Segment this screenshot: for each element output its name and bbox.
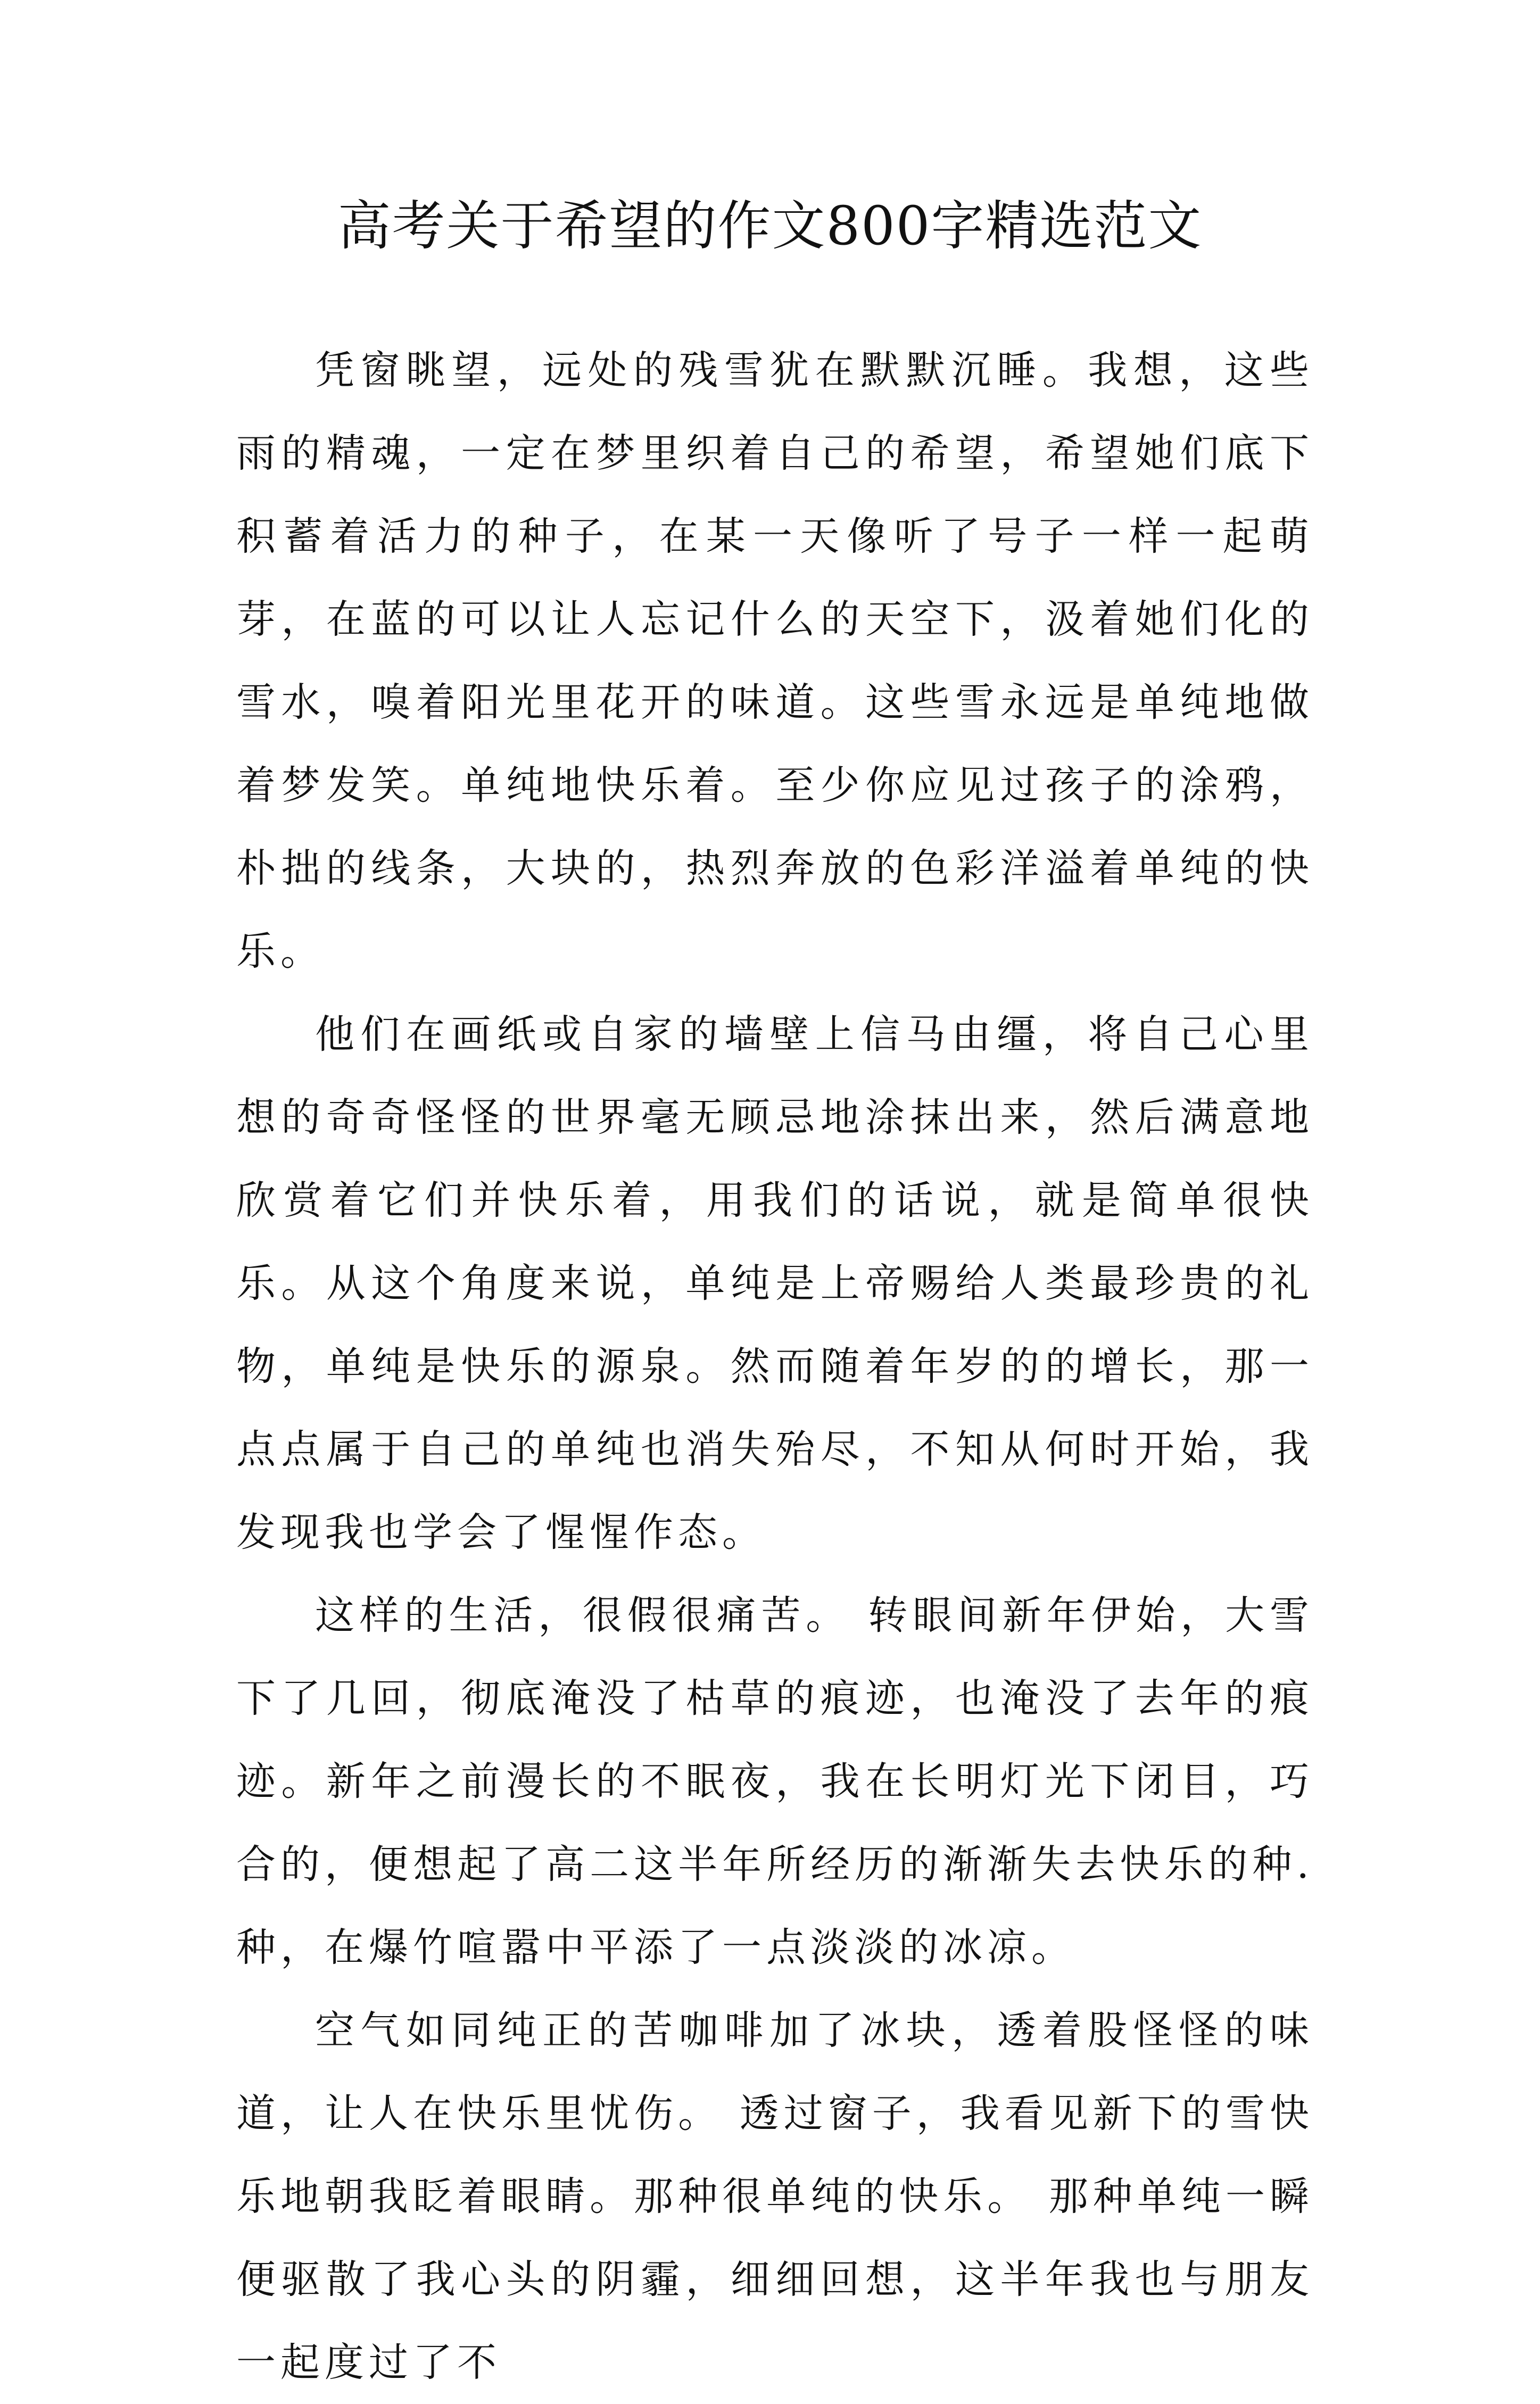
paragraph: 这样的生活，很假很痛苦。 转眼间新年伊始，大雪下了几回，彻底淹没了枯草的痕迹，也淹没了去年的痕迹。新年之前漫长的不眠夜，我在长明灯光下闭目，巧合的，便想起了高二这半年所经历的渐渐失去快乐的种.种，在爆竹喧嚣中平添了一点淡淡的冰凉。	[236, 1593, 1314, 1970]
paragraph: 空气如同纯正的苦咖啡加了冰块，透着股怪怪的味道，让人在快乐里忧伤。 透过窗子，我看见新下的雪快乐地朝我眨着眼睛。那种很单纯的快乐。 那种单纯一瞬便驱散了我心头的阴霾，细细回想，这半年我也与朋友一起度过了不	[236, 2008, 1314, 2385]
paragraph: 他们在画纸或自家的墙壁上信马由缰，将自己心里想的奇奇怪怪的世界毫无顾忌地涂抹出来，然后满意地欣赏着它们并快乐着，用我们的话说，就是简单很快乐。从这个角度来说，单纯是上帝赐给人类最珍贵的礼物，单纯是快乐的源泉。然而随着年岁的的增长，那一点点属于自己的单纯也消失殆尽，不知从何时开始，我发现我也学会了惺惺作态。	[236, 1012, 1314, 1555]
paragraph: 凭窗眺望，远处的残雪犹在默默沉睡。我想，这些雨的精魂，一定在梦里织着自己的希望，希望她们底下积蓄着活力的种子，在某一天像听了号子一样一起萌芽，在蓝的可以让人忘记什么的天空下，汲着她们化的雪水，嗅着阳光里花开的味道。这些雪永远是单纯地做着梦发笑。单纯地快乐着。至少你应见过孩子的涂鸦，朴拙的线条，大块的，热烈奔放的色彩洋溢着单纯的快乐。	[236, 347, 1314, 974]
document-title: 高考关于希望的作文800字精选范文	[337, 195, 1203, 257]
document-body	[236, 329, 1314, 2404]
